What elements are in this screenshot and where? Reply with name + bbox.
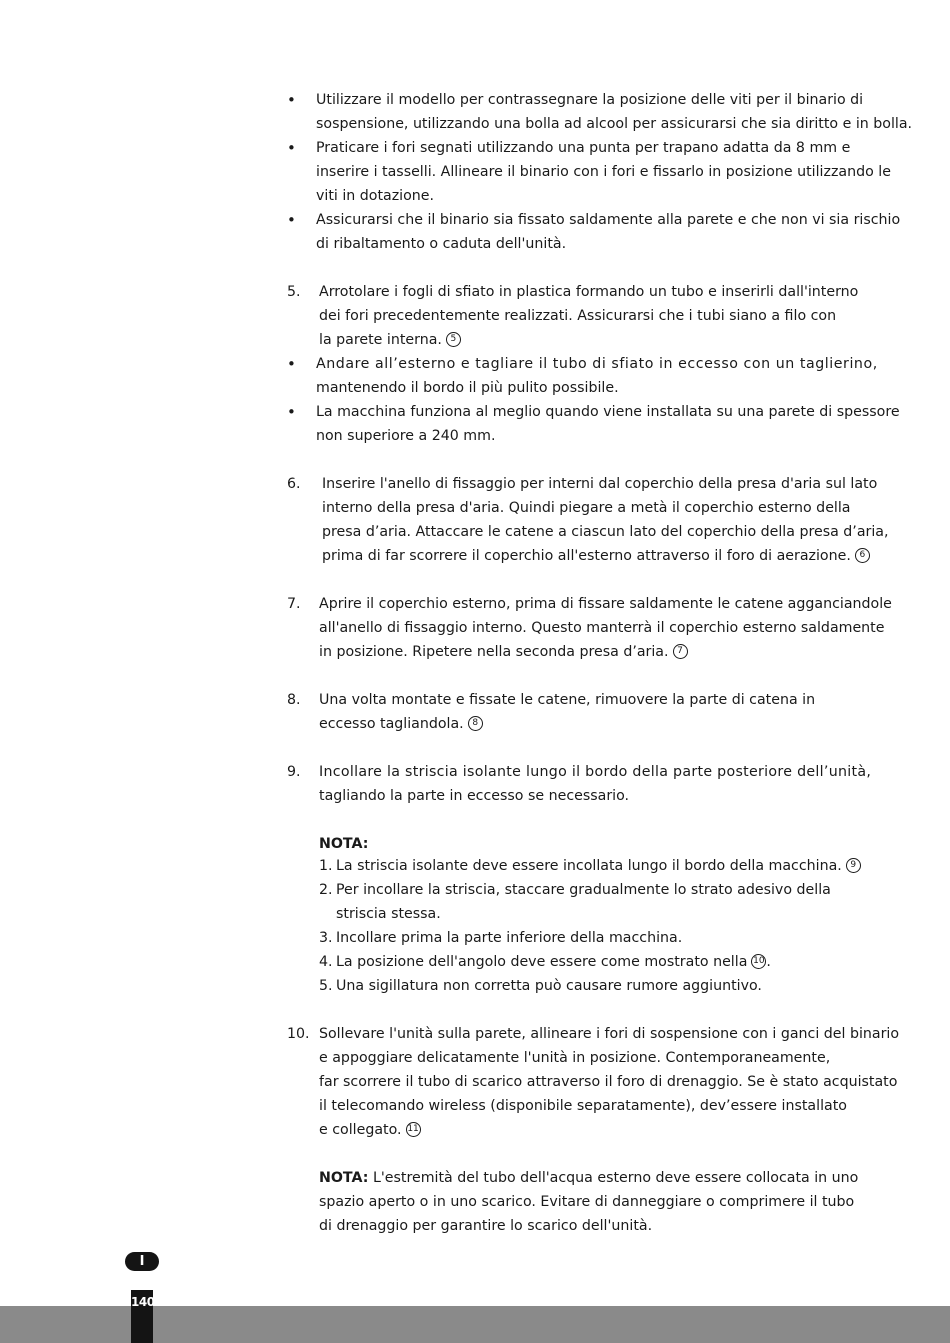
- nota-title: NOTA:: [319, 836, 369, 852]
- nota-item-5: Una sigillatura non corretta può causare rumore aggiuntivo.: [336, 978, 762, 994]
- step-7-line-3: [319, 640, 688, 664]
- bullet-symbol: •: [287, 403, 296, 421]
- page-number: 140: [131, 1295, 155, 1309]
- step-10-line-5-text: e collegato.: [319, 1122, 402, 1138]
- step-10-line-2: e appoggiare delicatamente l'unità in posizione. Contemporaneamente,: [319, 1050, 831, 1066]
- step-6-line-4-text: prima di far scorrere il coperchio all'esterno attraverso il foro di aerazione.: [322, 548, 851, 564]
- step-5-bullet-2-line-1: La macchina funziona al meglio quando viene installata su una parete di spessore: [316, 404, 900, 420]
- step-7-line-3-text: in posizione. Ripetere nella seconda presa d’aria.: [319, 644, 669, 660]
- step-8-number: 8.: [287, 692, 301, 708]
- nota-2-line-1-text: L'estremità del tubo dell'acqua esterno deve essere collocata in uno: [372, 1170, 859, 1186]
- step-10-line-1: Sollevare l'unità sulla parete, allineare i fori di sospensione con i ganci del binario: [319, 1026, 900, 1042]
- nota-item-4-text: La posizione dell'angolo deve essere come mostrato nella: [336, 954, 748, 970]
- nota-item-4-number: 4.: [319, 954, 333, 970]
- nota-item-4-period: .: [766, 954, 771, 970]
- step-10-line-4: il telecomando wireless (disponibile separatamente), dev’essere installato: [319, 1098, 847, 1114]
- nota-item-4: [336, 950, 771, 974]
- bullet-2-line-1: Praticare i fori segnati utilizzando una punta per trapano adatta da 8 mm e: [316, 140, 851, 156]
- step-5-bullet-1-line-1: Andare all’esterno e tagliare il tubo di sfiato in eccesso con un taglierino,: [316, 356, 878, 372]
- nota-2-line-3: di drenaggio per garantire lo scarico dell'unità.: [319, 1218, 653, 1234]
- step-6-line-2: interno della presa d'aria. Quindi piegare a metà il coperchio esterno della: [322, 500, 851, 516]
- figure-ref-9: 9: [846, 858, 861, 873]
- nota-item-1-text: La striscia isolante deve essere incollata lungo il bordo della macchina.: [336, 858, 842, 874]
- bullet-1-line-1: Utilizzare il modello per contrassegnare la posizione delle viti per il binario di: [316, 92, 864, 108]
- language-badge: I: [125, 1252, 159, 1271]
- bullet-symbol: •: [287, 211, 296, 229]
- step-10-line-3: far scorrere il tubo di scarico attraverso il foro di drenaggio. Se è stato acquistato: [319, 1074, 898, 1090]
- step-8-line-1: Una volta montate e fissate le catene, rimuovere la parte di catena in: [319, 692, 816, 708]
- bullet-1-line-2: sospensione, utilizzando una bolla ad alcool per assicurarsi che sia diritto e in bolla.: [316, 116, 913, 132]
- step-7-number: 7.: [287, 596, 301, 612]
- step-7-line-1: Aprire il coperchio esterno, prima di fissare saldamente le catene agganciandole: [319, 596, 892, 612]
- nota-2-title: NOTA:: [319, 1170, 369, 1186]
- step-5-number: 5.: [287, 284, 301, 300]
- nota-item-3: Incollare prima la parte inferiore della macchina.: [336, 930, 683, 946]
- figure-ref-8: 8: [468, 716, 483, 731]
- step-8-line-2: [319, 712, 483, 736]
- nota-2-line-1: [319, 1166, 858, 1190]
- step-5-line-2: dei fori precedentemente realizzati. Assicurarsi che i tubi siano a filo con: [319, 308, 837, 324]
- step-8-line-2-text: eccesso tagliandola.: [319, 716, 464, 732]
- nota-item-1-number: 1.: [319, 858, 333, 874]
- step-7-line-2: all'anello di fissaggio interno. Questo manterrà il coperchio esterno saldamente: [319, 620, 885, 636]
- nota-item-2-line-2: striscia stessa.: [336, 906, 441, 922]
- figure-ref-11: 11: [406, 1122, 421, 1137]
- nota-item-2-line-1: Per incollare la striscia, staccare gradualmente lo strato adesivo della: [336, 882, 831, 898]
- bullet-3-line-1: Assicurarsi che il binario sia fissato saldamente alla parete e che non vi sia rischio: [316, 212, 901, 228]
- nota-2-line-2: spazio aperto o in uno scarico. Evitare di danneggiare o comprimere il tubo: [319, 1194, 855, 1210]
- step-9-line-2: tagliando la parte in eccesso se necessario.: [319, 788, 630, 804]
- step-6-line-4: [322, 544, 870, 568]
- nota-item-5-number: 5.: [319, 978, 333, 994]
- bullet-2-line-2: inserire i tasselli. Allineare il binario con i fori e fissarlo in posizione utilizzando le: [316, 164, 891, 180]
- step-5-line-1: Arrotolare i fogli di sfiato in plastica formando un tubo e inserirli dall'interno: [319, 284, 859, 300]
- bullet-3-line-2: di ribaltamento o caduta dell'unità.: [316, 236, 567, 252]
- bullet-symbol: •: [287, 139, 296, 157]
- step-6-line-3: presa d’aria. Attaccare le catene a ciascun lato del coperchio della presa d’aria,: [322, 524, 889, 540]
- step-9-number: 9.: [287, 764, 301, 780]
- nota-item-1: [336, 854, 861, 878]
- figure-ref-6: 6: [855, 548, 870, 563]
- bullet-symbol: •: [287, 355, 296, 373]
- step-6-line-1: Inserire l'anello di fissaggio per interni dal coperchio della presa d'aria sul lato: [322, 476, 878, 492]
- nota-item-3-number: 3.: [319, 930, 333, 946]
- figure-ref-5: 5: [446, 332, 461, 347]
- step-5-bullet-2-line-2: non superiore a 240 mm.: [316, 428, 496, 444]
- step-10-number: 10.: [287, 1026, 310, 1042]
- step-10-line-5: [319, 1118, 421, 1142]
- step-5-line-3-text: la parete interna.: [319, 332, 442, 348]
- bullet-symbol: •: [287, 91, 296, 109]
- step-6-number: 6.: [287, 476, 301, 492]
- figure-ref-7: 7: [673, 644, 688, 659]
- nota-item-2-number: 2.: [319, 882, 333, 898]
- figure-ref-10: 10: [751, 954, 766, 969]
- step-9-line-1: Incollare la striscia isolante lungo il bordo della parte posteriore dell’unità,: [319, 764, 872, 780]
- step-5-bullet-1-line-2: mantenendo il bordo il più pulito possibile.: [316, 380, 619, 396]
- bullet-2-line-3: viti in dotazione.: [316, 188, 435, 204]
- step-5-line-3: [319, 328, 461, 352]
